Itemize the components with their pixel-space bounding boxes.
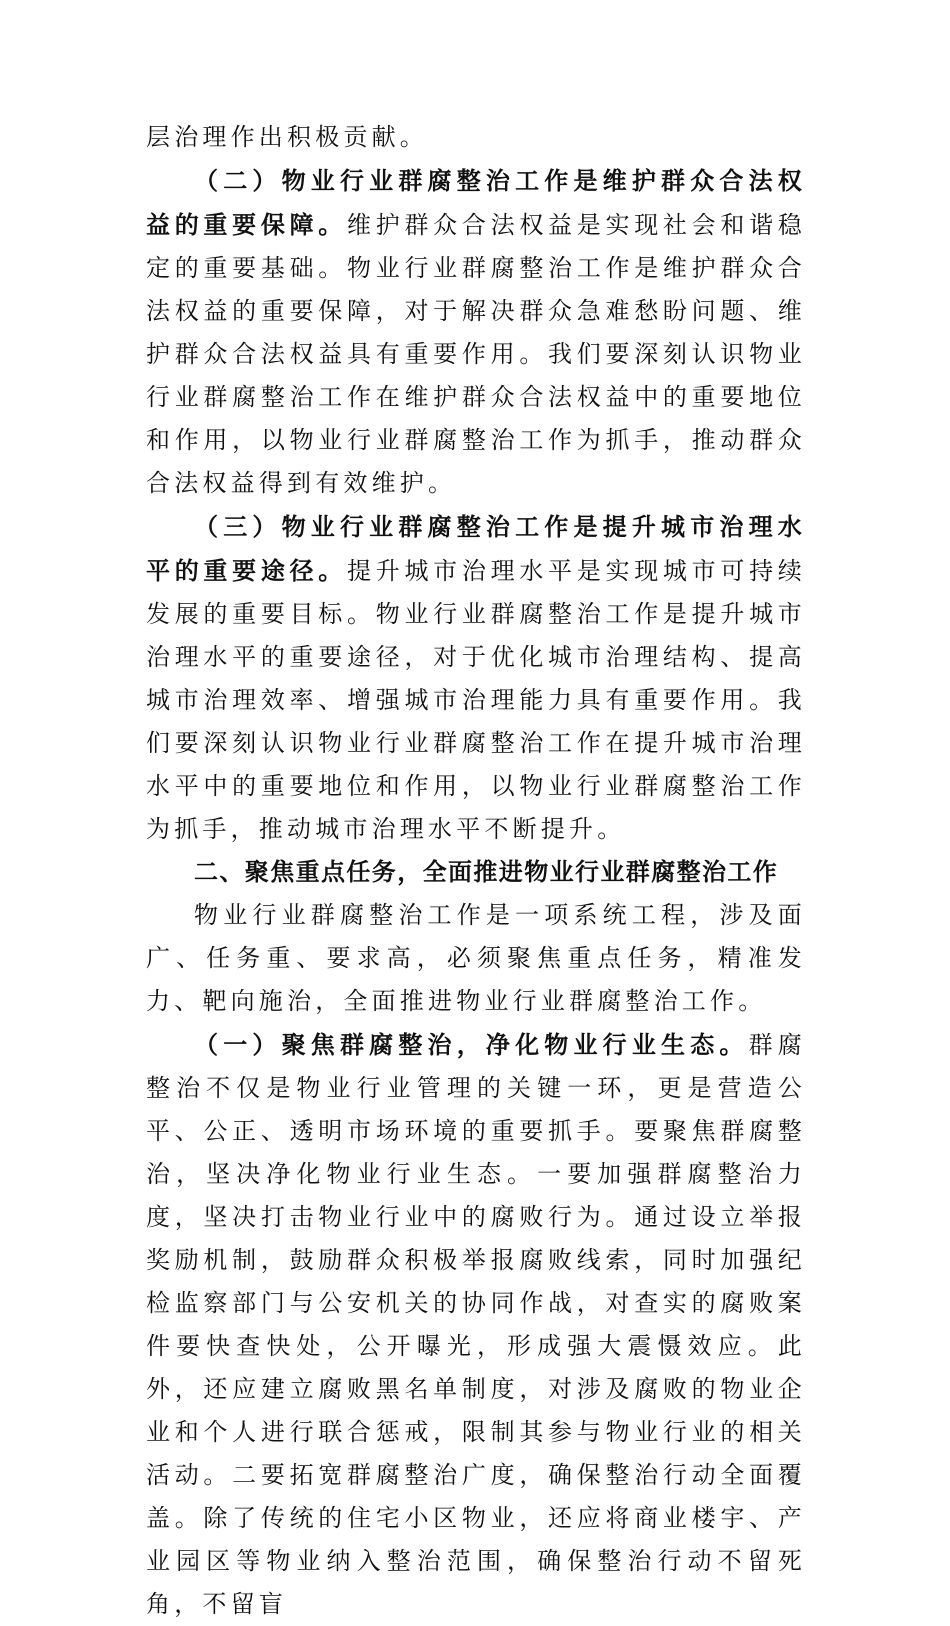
paragraph-text: 维护群众合法权益是实现社会和谐稳定的重要基础。物业行业群腐整治工作是维护群众合法权益的重要保障，对于解决群众急难愁盼问题、维护群众合法权益具有重要作用。我们要深刻认识物业行业群腐整治工作在维护群众合法权益中的重要地位和作用，以物业行业群腐整治工作为抓手，推动群众合法权益得到有效维护。 (146, 211, 806, 497)
paragraph-lead: （一）聚焦群腐整治，净化物业行业生态。 (194, 1030, 749, 1059)
paragraph-text: 提升城市治理水平是实现城市可持续发展的重要目标。物业行业群腐整治工作是提升城市治理水平的重要途径，对于优化城市治理结构、提高城市治理效率、增强城市治理能力具有重要作用。我们要深刻认识物业行业群腐整治工作在提升城市治理水平中的重要地位和作用，以物业行业群腐整治工作为抓手，推动城市治理水平不断提升。 (146, 557, 806, 843)
paragraph-focus-rectification (146, 1023, 806, 1626)
paragraph-lead: （三）物业行业群腐整治工作是提升城市治理水平的重要途径。 (146, 512, 806, 585)
document-body (146, 116, 806, 1626)
paragraph-text: 群腐整治不仅是物业行业管理的关键一环，更是营造公平、公正、透明市场环境的重要抓手。要聚焦群腐整治，坚决净化物业行业生态。一要加强群腐整治力度，坚决打击物业行业中的腐败行为。通过设立举报奖励机制，鼓励群众积极举报腐败线索，同时加强纪检监察部门与公安机关的协同作战，对查实的腐败案件要快查快处，公开曝光，形成强大震慑效应。此外，还应建立腐败黑名单制度，对涉及腐败的物业企业和个人进行联合惩戒，限制其参与物业行业的相关活动。二要拓宽群腐整治广度，确保整治行动全面覆盖。除了传统的住宅小区物业，还应将商业楼宇、产业园区等物业纳入整治范围，确保整治行动不留死角，不留盲 (146, 1031, 806, 1618)
paragraph-text: 层治理作出积极贡献。 (146, 123, 428, 151)
section-heading: 二、聚焦重点任务，全面推进物业行业群腐整治工作 (194, 858, 779, 886)
paragraph-text: 物业行业群腐整治工作是一项系统工程，涉及面广、任务重、要求高，必须聚焦重点任务，精准发力、靶向施治，全面推进物业行业群腐整治工作。 (146, 901, 806, 1015)
paragraph-rights-protection (146, 159, 806, 505)
paragraph-section-intro (146, 894, 806, 1023)
paragraph-urban-governance (146, 505, 806, 851)
paragraph-continuation (146, 116, 806, 159)
paragraph-lead: （二）物业行业群腐整治工作是维护群众合法权益的重要保障。 (146, 166, 806, 239)
